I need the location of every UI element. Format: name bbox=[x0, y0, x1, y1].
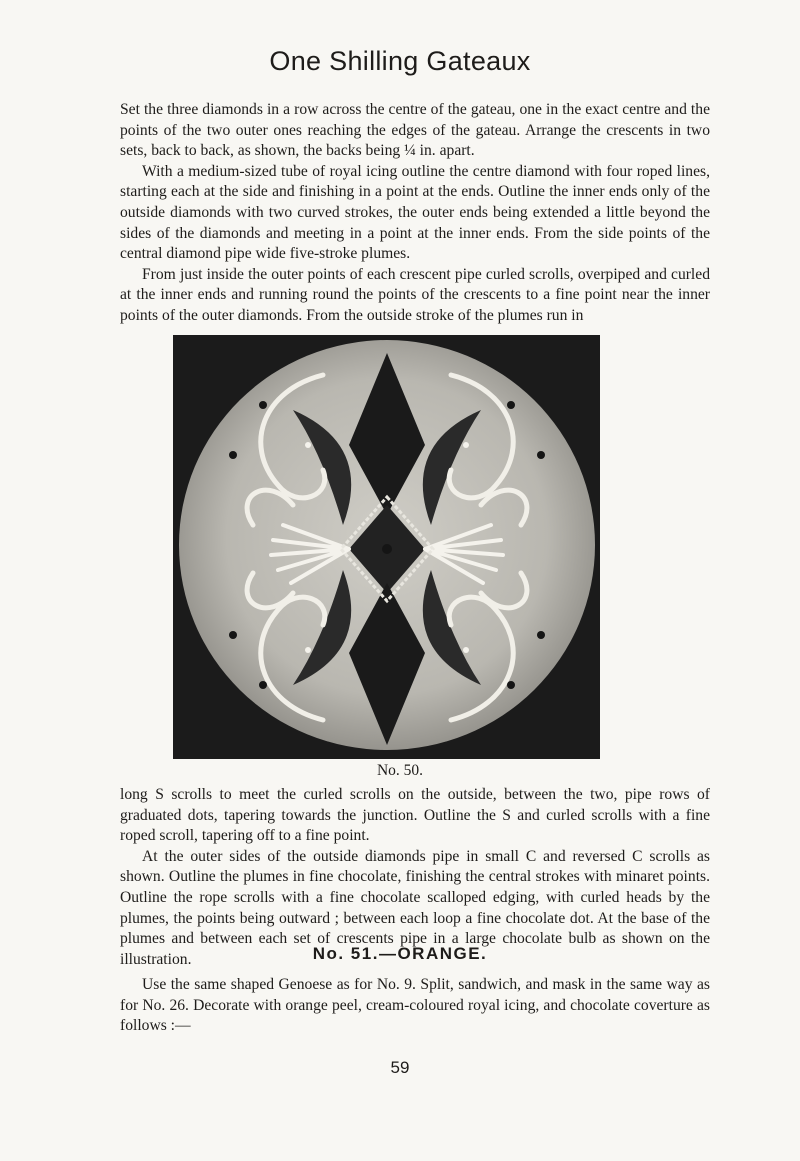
paragraph: From just inside the outer points of each crescent pipe curled scrolls, overpiped and curled at the inner ends and running round the points of the crescents to a fine point near the inner points of the outer diamonds. From the outside stroke of the plumes run in bbox=[120, 265, 710, 324]
paragraph: With a medium-sized tube of royal icing outline the centre diamond with four roped lines, starting each at the side and finishing in a point at the ends. Outline the inner ends only of the outside diamonds with two curved strokes, the outer ends being extended a little beyond the sides of the diamonds and meeting in a point at the inner ends. From the side points of the central diamond pipe wide five-stroke plumes. bbox=[120, 162, 710, 263]
paragraph: Use the same shaped Genoese as for No. 9. Split, sandwich, and mask in the same way as for No. 26. Decorate with orange peel, cream-coloured royal icing, and chocolate coverture as follows :— bbox=[120, 976, 710, 1035]
page-number: 59 bbox=[390, 1058, 410, 1077]
section-heading: No. 51.—ORANGE. bbox=[312, 944, 488, 963]
paragraph: long S scrolls to meet the curled scrolls on the outside, between the two, pipe rows of graduated dots, tapering towards the junction. Outline the S and curled scrolls with a fine roped scroll, tapering off to a fine point. bbox=[120, 786, 710, 845]
paragraph: Set the three diamonds in a row across the centre of the gateau, one in the exact centre and the points of the two outer ones reaching the edges of the gateau. Arrange the crescents in two sets, back to back, as shown, the backs being ¼ in. apart. bbox=[120, 101, 710, 160]
page-title: One Shilling Gateaux bbox=[269, 46, 531, 76]
gateau-photo bbox=[173, 335, 600, 759]
text-block-before-figure bbox=[120, 100, 710, 327]
text-block-after-figure bbox=[120, 785, 710, 970]
paragraph: At the outer sides of the outside diamonds pipe in small C and reversed C scrolls as shown. Outline the plumes in fine chocolate, finishing the central strokes with minaret points. Outline the rope scrolls with a fine chocolate scalloped edging, with curled heads by the plumes, the points being outward ; between each loop a fine chocolate dot. At the base of the plumes and between each set of crescents pipe in a large chocolate bulb as shown on the illustration. bbox=[120, 847, 710, 968]
text-block-section-51 bbox=[120, 975, 710, 1037]
figure-caption: No. 50. bbox=[376, 762, 424, 779]
